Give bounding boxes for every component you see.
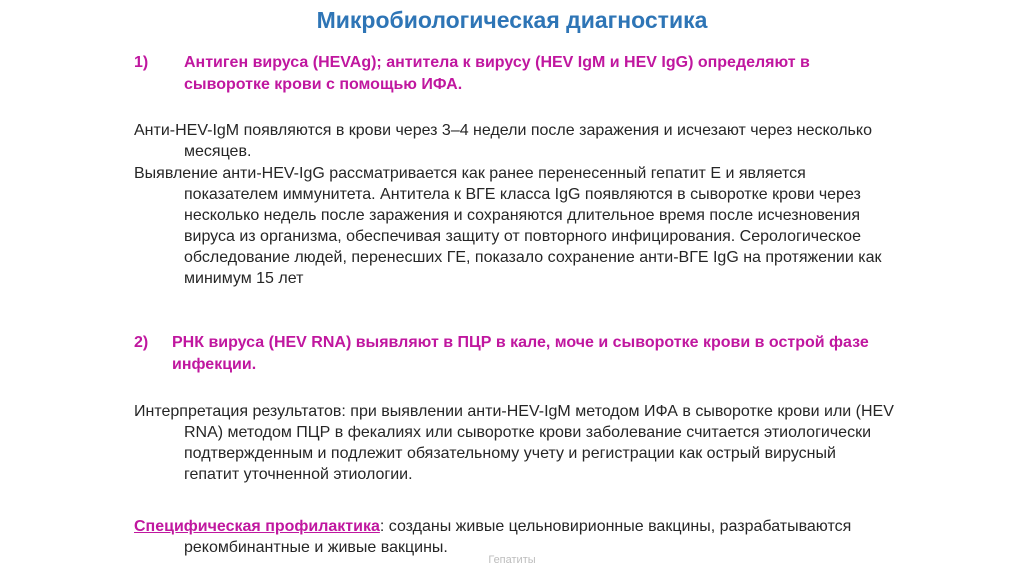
item-1-number: 1) xyxy=(134,54,149,71)
paragraph-interpretation-text: Интерпретация результатов: при выявлении анти-HEV-IgM методом ИФА в сыворотке крови или (HEV RNA) методом ПЦР в фекалиях или сыворотке крови заболевание считается этиологически подтвержденным и подлежит обязательному учету и регистрации как острый вирусный гепатит уточненной этиологии. xyxy=(134,403,894,483)
paragraph-igg xyxy=(134,163,894,289)
prophylaxis-text: : созданы живые цельновирионные вакцины, разрабатываются рекомбинантные и живые вакцины. xyxy=(184,518,852,556)
item-2-text: РНК вируса (HEV RNA) выявляют в ПЦР в кале, моче и сыворотке крови в острой фазе инфекции. xyxy=(172,334,869,373)
item-2-number: 2) xyxy=(134,334,149,351)
item-1 xyxy=(134,52,894,96)
paragraph-igg-text: Выявление анти-HEV-IgG рассматривается как ранее перенесенный гепатит Е и является показателем иммунитета. Антитела к ВГЕ класса IgG появляются в сыворотке крови через несколько недель после заражения и сохраняются длительное время после исчезновения вируса из организма, обеспечивая защиту от повторного инфицирования. Серологическое обследование людей, перенесших ГЕ, показало сохранение анти-ВГЕ IgG на протяжении как минимум 15 лет xyxy=(134,165,882,287)
item-2 xyxy=(134,332,894,376)
slide-footer: Гепатиты xyxy=(488,554,536,566)
slide-title: Микробиологическая диагностика xyxy=(316,7,708,33)
paragraph-igm xyxy=(134,120,894,162)
paragraph-interpretation xyxy=(134,401,894,485)
paragraph-prophylaxis xyxy=(134,516,894,558)
paragraph-prophylaxis-text xyxy=(134,516,894,558)
paragraph-igm-text: Анти-HEV-IgM появляются в крови через 3–4 недели после заражения и исчезают через несколько месяцев. xyxy=(134,122,872,160)
prophylaxis-link[interactable]: Специфическая профилактика xyxy=(134,518,380,535)
item-1-text: Антиген вируса (HEVAg); антитела к вирусу (HEV IgM и HEV IgG) определяют в сыворотке крови с помощью ИФА. xyxy=(184,54,810,93)
